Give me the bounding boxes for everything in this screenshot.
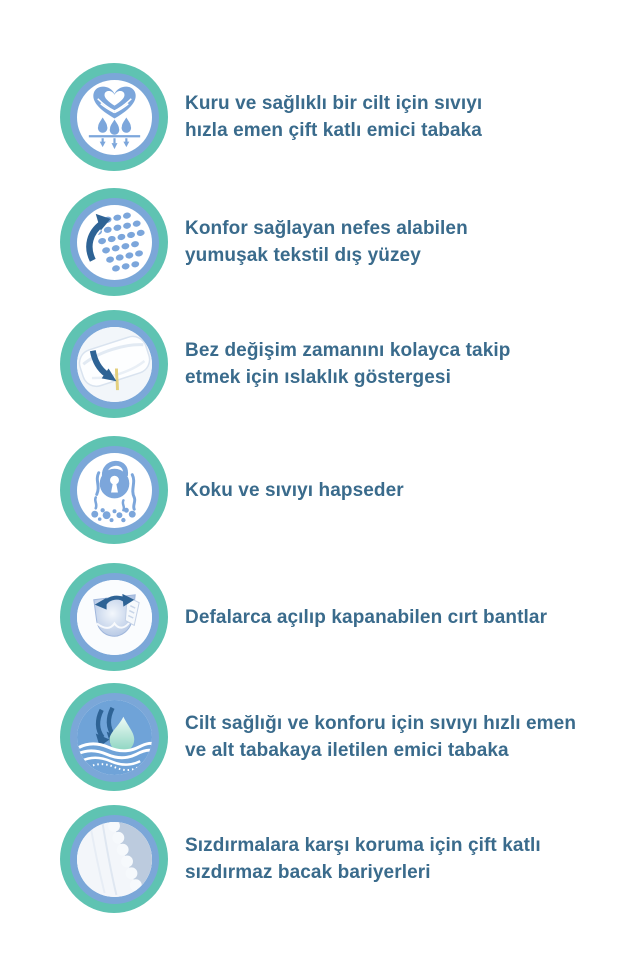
feature-line: Sızdırmalara karşı koruma için çift katlı <box>185 835 541 856</box>
feature-row <box>60 805 541 913</box>
feature-icon-badge <box>60 563 168 671</box>
feature-line: sızdırmaz bacak bariyerleri <box>185 862 431 883</box>
feature-line: hızla emen çift katlı emici tabaka <box>185 120 482 141</box>
feature-text <box>185 215 468 269</box>
feature-row <box>60 683 576 791</box>
feature-row <box>60 310 510 418</box>
feature-icon-badge <box>60 188 168 296</box>
feature-text <box>185 604 547 631</box>
feature-icon-badge <box>60 436 168 544</box>
feature-line: Defalarca açılıp kapanabilen cırt bantlar <box>185 606 548 628</box>
feature-text <box>185 710 576 764</box>
odor-liquid-lock-icon <box>77 453 152 528</box>
feature-row <box>60 436 404 544</box>
feature-line: Bez değişim zamanını kolayca takip <box>185 340 511 361</box>
feature-line: Konfor sağlayan nefes alabilen <box>185 218 468 239</box>
feature-line: Kuru ve sağlıklı bir cilt için sıvıyı <box>185 93 483 114</box>
feature-icon-badge <box>60 805 168 913</box>
absorbent-double-layer-icon <box>77 80 152 155</box>
feature-line: yumuşak tekstil dış yüzey <box>185 245 421 266</box>
feature-row <box>60 188 468 296</box>
feature-text <box>185 90 482 144</box>
feature-icon-badge <box>60 683 168 791</box>
feature-line: Koku ve sıvıyı hapseder <box>185 479 404 501</box>
fast-absorb-transfer-icon <box>77 700 152 775</box>
feature-row <box>60 563 547 671</box>
leak-proof-leg-barrier-icon <box>77 822 152 897</box>
feature-icon-badge <box>60 310 168 418</box>
feature-text <box>185 832 541 886</box>
breathable-textile-icon <box>77 205 152 280</box>
feature-text <box>185 477 404 504</box>
feature-line: ve alt tabakaya iletilen emici tabaka <box>185 740 509 761</box>
resealable-tapes-icon <box>77 580 152 655</box>
wetness-indicator-icon <box>77 327 152 402</box>
feature-icon-badge <box>60 63 168 171</box>
feature-row <box>60 63 482 171</box>
feature-text <box>185 337 510 391</box>
feature-line: etmek için ıslaklık göstergesi <box>185 367 451 388</box>
feature-line: Cilt sağlığı ve konforu için sıvıyı hızlı emen <box>185 713 577 734</box>
